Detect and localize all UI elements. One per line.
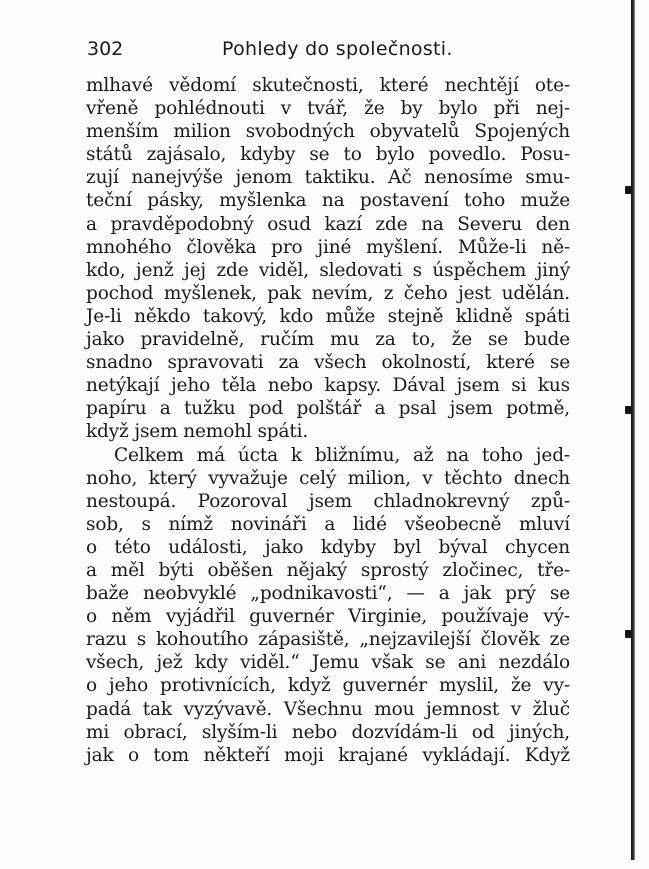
text-line: a měl býti oběšen nějaký sprostý zločinec, tře- [86, 559, 570, 581]
text-line: sob, s nímž novináři a lidé všeobecně mluví [86, 513, 570, 535]
page-edge-shadow [631, 0, 635, 860]
text-line: Je-li někdo takový, kdo může stejně klidně spáti [86, 305, 570, 327]
text-line: zují nanejvýše jenom taktiku. Ač nenosíme smu- [86, 167, 570, 189]
body-text [86, 74, 570, 767]
text-line: padá tak vyzývavě. Všechnu mou jemnost v žluč [86, 698, 570, 720]
text-line: států zajásalo, kdyby se to bylo povedlo. Posu- [86, 144, 570, 166]
text-line: pochod myšlenek, pak nevím, z čeho jest udělán. [86, 282, 570, 304]
page-number: 302 [87, 38, 124, 60]
text-line: o něm vyjádřil guvernér Virginie, používaje vý- [86, 606, 570, 628]
text-line: mnohého člověka pro jiné myšlení. Může-li ně- [86, 236, 570, 258]
text-line: menším milion svobodných obyvatelů Spojených [86, 121, 570, 143]
text-line: jak o tom někteří moji krajané vykládají. Když [86, 744, 570, 766]
text-line: netýkají jeho těla nebo kapsy. Dával jsem si kus [86, 375, 570, 397]
text-line: noho, který vyvažuje celý milion, v těchto dnech [86, 467, 570, 489]
text-line: všech, jež kdy viděl.“ Jemu však se ani nezdálo [86, 652, 570, 674]
edge-mark [625, 406, 632, 414]
running-head: Pohledy do společnosti. [222, 38, 453, 60]
text-line: baže neobvyklé „podnikavosti“, — a jak prý se [86, 583, 570, 605]
text-line: o jeho protivnících, když guvernér myslil, že vy- [86, 675, 570, 697]
text-line: mi obrací, slyším-li nebo dozvídám-li od jiných, [86, 721, 570, 743]
text-line: o této události, jako kdyby byl býval chycen [86, 536, 570, 558]
text-line: vřeně pohlédnouti v tvář, že by bylo při nej- [86, 98, 570, 120]
text-line: nestoupá. Pozoroval jsem chladnokrevný způ- [86, 490, 570, 512]
text-line: když jsem nemohl spáti. [86, 421, 309, 443]
text-line: teční pásky, myšlenka na postavení toho muže [86, 190, 570, 212]
text-line: razu s kohoutího zápasiště, „nejzavilejší člověk ze [86, 629, 570, 651]
edge-mark [625, 630, 632, 638]
text-line: papíru a tužku pod polštář a psal jsem potmě, [86, 398, 570, 420]
edge-mark [625, 186, 632, 194]
text-line: a pravděpodobný osud kazí zde na Severu den [86, 213, 570, 235]
page-header [87, 38, 567, 62]
text-line: jako pravidelně, ručím mu za to, že se bude [86, 329, 570, 351]
text-line: kdo, jenž jej zde viděl, sledovati s úspěchem jiný [86, 259, 570, 281]
text-line: Celkem má úcta k bližnímu, až na toho jed- [114, 444, 570, 466]
text-line: snadno spravovati za všech okolností, které se [86, 352, 570, 374]
text-line: mlhavé vědomí skutečnosti, které nechtějí ote- [86, 75, 570, 96]
